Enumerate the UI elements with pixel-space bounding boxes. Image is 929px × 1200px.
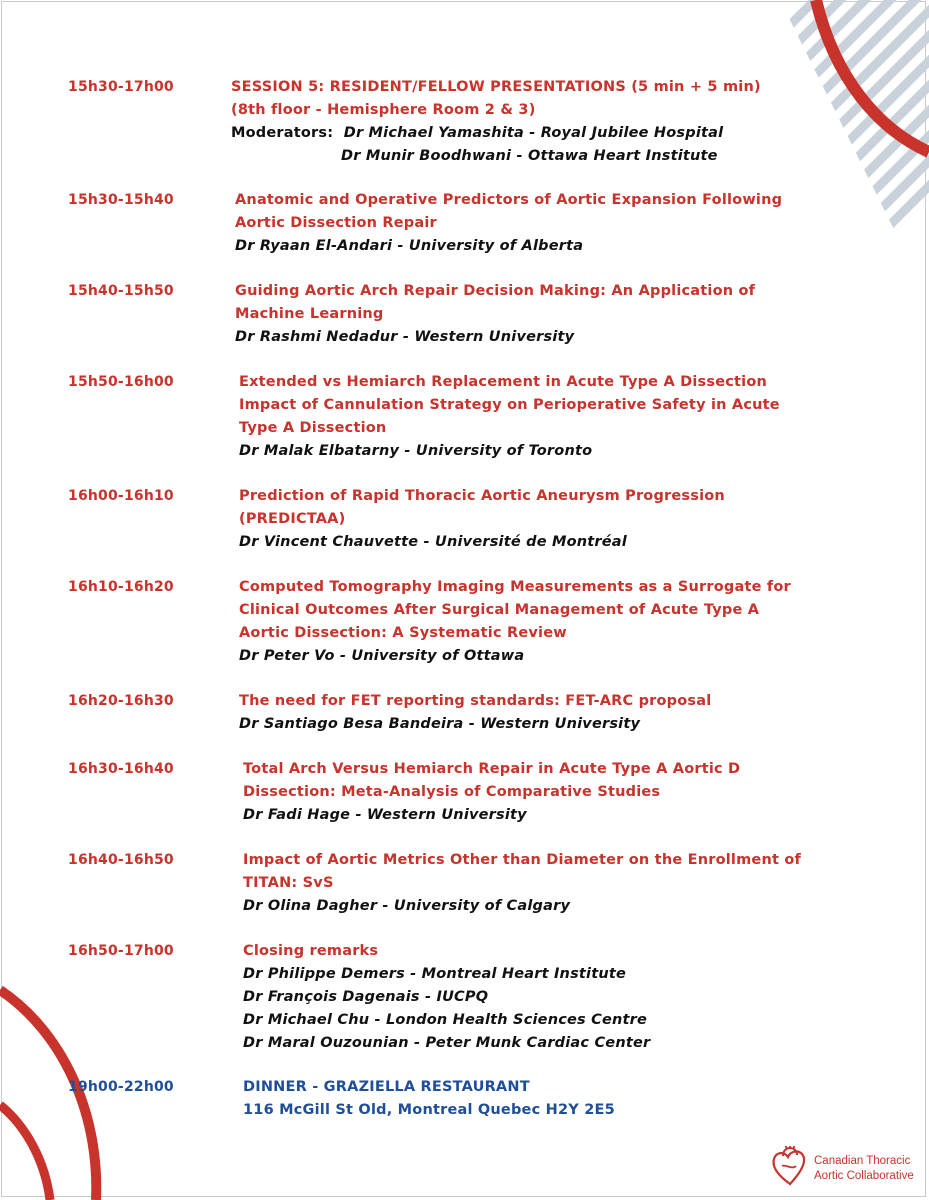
moderator-line bbox=[231, 122, 811, 145]
agenda-body bbox=[235, 280, 815, 349]
talk-title-line: (PREDICTAA) bbox=[239, 511, 346, 527]
speaker-line: Dr Peter Vo - University of Ottawa bbox=[239, 648, 525, 664]
talk-title-line: Impact of Aortic Metrics Other than Diameter on the Enrollment of bbox=[243, 852, 802, 868]
session-title-line: SESSION 5: RESIDENT/FELLOW PRESENTATIONS (5 min + 5 min) bbox=[231, 79, 761, 95]
logo-line: Aortic Collaborative bbox=[814, 1170, 914, 1182]
speaker-line: Dr Michael Chu - London Health Sciences Centre bbox=[243, 1012, 648, 1028]
heart-aorta-icon bbox=[770, 1146, 810, 1188]
talk-title-line: Closing remarks bbox=[243, 943, 379, 959]
agenda-time: 16h10-16h20 bbox=[68, 579, 174, 595]
session-body bbox=[231, 76, 811, 168]
speaker-line: Dr Olina Dagher - University of Calgary bbox=[243, 898, 571, 914]
speaker-line: Dr Philippe Demers - Montreal Heart Institute bbox=[243, 966, 627, 982]
session-location-line: (8th floor - Hemisphere Room 2 & 3) bbox=[231, 102, 536, 118]
talk-title-line: Extended vs Hemiarch Replacement in Acute Type A Dissection bbox=[239, 374, 768, 390]
agenda-body bbox=[239, 485, 819, 554]
talk-title-line: Clinical Outcomes After Surgical Management of Acute Type A bbox=[239, 602, 760, 618]
talk-title-line: Total Arch Versus Hemiarch Repair in Acute Type A Aortic D bbox=[243, 761, 741, 777]
agenda-body bbox=[243, 758, 823, 827]
speaker-line: Dr Ryaan El-Andari - University of Alberta bbox=[235, 238, 584, 254]
talk-title-line: TITAN: SvS bbox=[243, 875, 334, 891]
logo-line: Canadian Thoracic bbox=[814, 1155, 911, 1167]
talk-title-line: The need for FET reporting standards: FET-ARC proposal bbox=[239, 693, 712, 709]
agenda-body bbox=[239, 576, 819, 668]
talk-title-line: Guiding Aortic Arch Repair Decision Making: An Application of bbox=[235, 283, 756, 299]
talk-title-line: Impact of Cannulation Strategy on Perioperative Safety in Acute bbox=[239, 397, 780, 413]
talk-title-line: Dissection: Meta-Analysis of Comparative Studies bbox=[243, 784, 661, 800]
talk-title-line: Aortic Dissection: A Systematic Review bbox=[239, 625, 567, 641]
agenda-time: 15h40-15h50 bbox=[68, 283, 174, 299]
moderator-name: Dr Munir Boodhwani - Ottawa Heart Institute bbox=[341, 148, 718, 164]
session-time: 15h30-17h00 bbox=[68, 79, 174, 95]
speaker-line: Dr Maral Ouzounian - Peter Munk Cardiac Center bbox=[243, 1035, 651, 1051]
talk-title-line: Type A Dissection bbox=[239, 420, 387, 436]
talk-title-line: Aortic Dissection Repair bbox=[235, 215, 437, 231]
agenda-time: 16h30-16h40 bbox=[68, 761, 174, 777]
moderator-name: Dr Michael Yamashita - Royal Jubilee Hospital bbox=[343, 125, 724, 141]
agenda-body bbox=[235, 189, 815, 258]
speaker-line: Dr Vincent Chauvette - Université de Montréal bbox=[239, 534, 627, 550]
agenda-body bbox=[239, 371, 819, 463]
dinner-title: DINNER - GRAZIELLA RESTAURANT bbox=[243, 1079, 530, 1095]
organization-logo bbox=[770, 1146, 920, 1188]
agenda-time: 16h50-17h00 bbox=[68, 943, 174, 959]
agenda-time: 16h20-16h30 bbox=[68, 693, 174, 709]
moderators-label: Moderators: bbox=[231, 125, 334, 141]
talk-title-line: Machine Learning bbox=[235, 306, 384, 322]
speaker-line: Dr Fadi Hage - Western University bbox=[243, 807, 527, 823]
agenda-time: 16h40-16h50 bbox=[68, 852, 174, 868]
agenda-time: 15h50-16h00 bbox=[68, 374, 174, 390]
agenda-time: 15h30-15h40 bbox=[68, 192, 174, 208]
speaker-line: Dr François Dagenais - IUCPQ bbox=[243, 989, 489, 1005]
dinner-time: 19h00-22h00 bbox=[68, 1079, 174, 1095]
talk-title-line: Prediction of Rapid Thoracic Aortic Aneurysm Progression bbox=[239, 488, 725, 504]
speaker-line: Dr Rashmi Nedadur - Western University bbox=[235, 329, 575, 345]
bottom-red-arc-outer bbox=[0, 990, 96, 1200]
logo-text bbox=[814, 1154, 914, 1184]
agenda-body bbox=[239, 690, 819, 736]
agenda-body bbox=[243, 849, 823, 918]
talk-title-line: Anatomic and Operative Predictors of Aortic Expansion Following bbox=[235, 192, 783, 208]
talk-title-line: Computed Tomography Imaging Measurements as a Surrogate for bbox=[239, 579, 791, 595]
dinner-address: 116 McGill St Old, Montreal Quebec H2Y 2E5 bbox=[243, 1102, 615, 1118]
agenda-time: 16h00-16h10 bbox=[68, 488, 174, 504]
agenda-body bbox=[243, 940, 823, 1055]
dinner-body bbox=[243, 1076, 823, 1122]
speaker-line: Dr Santiago Besa Bandeira - Western University bbox=[239, 716, 641, 732]
bottom-red-arc-inner bbox=[0, 1105, 50, 1200]
speaker-line: Dr Malak Elbatarny - University of Toronto bbox=[239, 443, 593, 459]
